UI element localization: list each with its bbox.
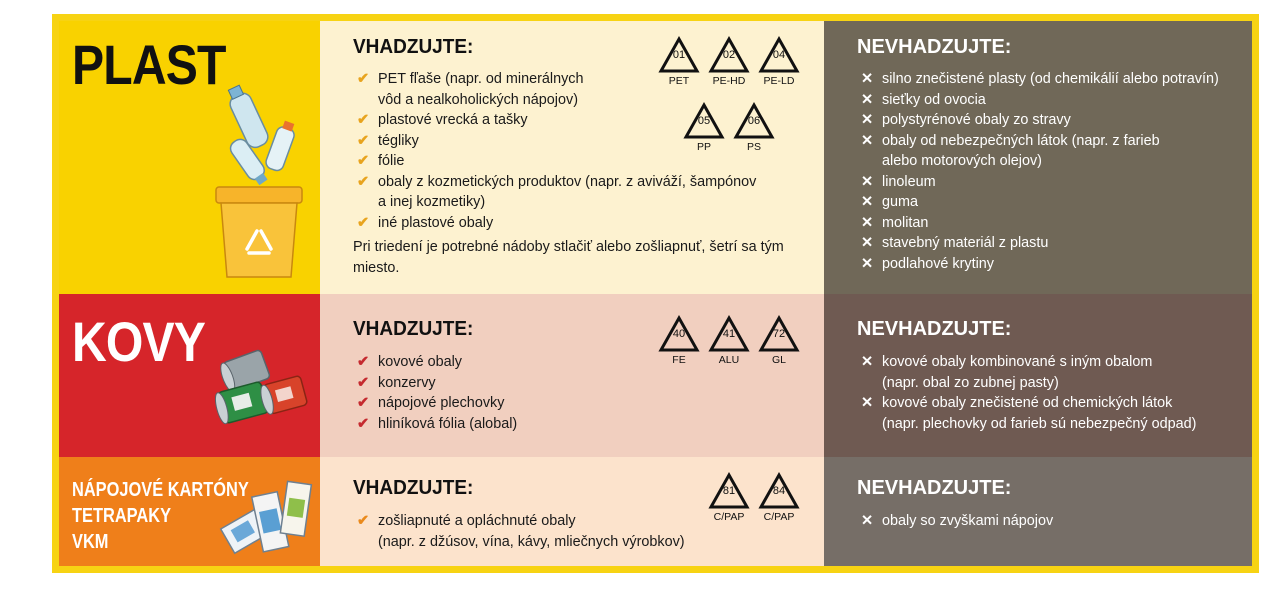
plast-title: PLAST [72, 33, 226, 96]
check-icon: ✔ [356, 71, 370, 87]
recycling-code-05: 05 PP [682, 101, 726, 151]
plast-row [59, 21, 1252, 294]
karton-forbidden-heading: NEVHADZUJTE: [857, 477, 1012, 499]
recycling-bin-illustration [201, 79, 313, 279]
list-item: ✕ molitan [857, 213, 1219, 234]
list-item: ✕ silno znečistené plasty (od chemikálií alebo potravín) [857, 69, 1219, 90]
recycling-code-02: 02 PE-HD [707, 35, 751, 85]
plast-allowed-panel [320, 21, 824, 294]
cross-icon: ✕ [860, 91, 874, 108]
cross-icon: ✕ [860, 255, 874, 272]
list-item: ✕ linoleum [857, 172, 1219, 193]
cross-icon: ✕ [860, 235, 874, 251]
list-item: ✕ polystyrénové obaly zo stravy [857, 110, 1219, 131]
list-item: ✕ kovové obaly znečistené od chemických látok (napr. plechovky od farieb sú nebezpečný odpad) [857, 393, 1196, 434]
list-item: ✔ obaly z kozmetických produktov (napr. z aviváží, šampónov a inej kozmetiky) [353, 172, 756, 213]
kovy-forbidden-heading: NEVHADZUJTE: [857, 318, 1012, 340]
check-icon: ✔ [356, 395, 370, 411]
list-item: ✔ fólie [353, 151, 756, 172]
recycling-code-81: 81 C/PAP [707, 471, 751, 521]
recycling-code-01: 01 PET [657, 35, 701, 85]
check-icon: ✔ [356, 415, 370, 432]
kovy-allowed-list [353, 352, 517, 434]
kovy-allowed-heading: VHADZUJTE: [353, 318, 474, 340]
cross-icon: ✕ [860, 214, 874, 231]
plast-forbidden-heading: NEVHADZUJTE: [857, 36, 1012, 58]
list-item: ✕ guma [857, 192, 1219, 213]
kovy-row [59, 294, 1252, 457]
recycling-code-72: 72 GL [757, 314, 801, 364]
karton-title-line: NÁPOJOVÉ KARTÓNY [72, 479, 249, 501]
list-item: ✕ sieťky od ovocia [857, 90, 1219, 111]
check-icon: ✔ [356, 354, 370, 370]
cross-icon: ✕ [860, 194, 874, 210]
check-icon: ✔ [356, 153, 370, 169]
cross-icon: ✕ [860, 354, 874, 370]
list-item: ✕ kovové obaly kombinované s iným obalom (napr. obal zo zubnej pasty) [857, 352, 1196, 393]
recycling-code-06: 06 PS [732, 101, 776, 151]
list-item: ✔ kovové obaly [353, 352, 517, 373]
list-item: ✕ obaly so zvyškami nápojov [857, 511, 1053, 532]
list-item: ✔ PET fľaše (napr. od minerálnych vôd a nealkoholických nápojov) [353, 69, 756, 110]
cross-icon: ✕ [860, 112, 874, 128]
recycling-code-04: 04 PE-LD [757, 35, 801, 85]
cartons-illustration [219, 475, 315, 559]
cross-icon: ✕ [860, 71, 874, 87]
plast-label-panel [59, 21, 320, 294]
check-icon: ✔ [356, 173, 370, 190]
list-item: ✔ konzervy [353, 373, 517, 394]
karton-allowed-list [353, 511, 685, 552]
list-item: ✕ stavebný materiál z plastu [857, 233, 1219, 254]
list-item: ✔ plastové vrecká a tašky [353, 110, 756, 131]
karton-row [59, 457, 1252, 566]
list-item: ✕ obaly od nebezpečných látok (napr. z farieb alebo motorových olejov) [857, 131, 1219, 172]
recycling-code-41: 41 ALU [707, 314, 751, 364]
list-item: ✔ nápojové plechovky [353, 393, 517, 414]
list-item: ✔ tégliky [353, 131, 756, 152]
check-icon: ✔ [356, 513, 370, 529]
karton-title-line: TETRAPAKY [72, 505, 172, 527]
recycling-code-40: 40 FE [657, 314, 701, 364]
karton-title-line: VKM [72, 531, 109, 553]
karton-forbidden-list [857, 511, 1053, 532]
list-item: ✔ zošliapnuté a opláchnuté obaly (napr. z džúsov, vína, kávy, mliečnych výrobkov) [353, 511, 685, 552]
list-item: ✔ iné plastové obaly [353, 213, 756, 234]
list-item: ✕ podlahové krytiny [857, 254, 1219, 275]
kovy-allowed-panel [320, 294, 824, 457]
plast-allowed-heading: VHADZUJTE: [353, 36, 474, 58]
cross-icon: ✕ [860, 513, 874, 529]
check-icon: ✔ [356, 374, 370, 391]
recycling-code-84: 84 C/PAP [757, 471, 801, 521]
plast-forbidden-list [857, 69, 1219, 274]
plast-note: Pri triedení je potrebné nádoby stlačiť alebo zošliapnuť, šetrí sa tým miesto. [353, 239, 784, 276]
kovy-title: KOVY [72, 310, 206, 373]
list-item: ✔ hliníková fólia (alobal) [353, 414, 517, 435]
karton-allowed-heading: VHADZUJTE: [353, 477, 474, 499]
kovy-forbidden-panel [824, 294, 1252, 457]
karton-label-panel [59, 457, 320, 566]
cross-icon: ✕ [860, 395, 874, 411]
check-icon: ✔ [356, 132, 370, 149]
kovy-label-panel [59, 294, 320, 457]
cross-icon: ✕ [860, 173, 874, 190]
kovy-forbidden-list [857, 352, 1196, 434]
check-icon: ✔ [356, 112, 370, 128]
karton-allowed-panel [320, 457, 824, 566]
check-icon: ✔ [356, 214, 370, 231]
cross-icon: ✕ [860, 132, 874, 149]
karton-forbidden-panel [824, 457, 1252, 566]
plast-forbidden-panel [824, 21, 1252, 294]
cans-illustration [215, 342, 311, 428]
